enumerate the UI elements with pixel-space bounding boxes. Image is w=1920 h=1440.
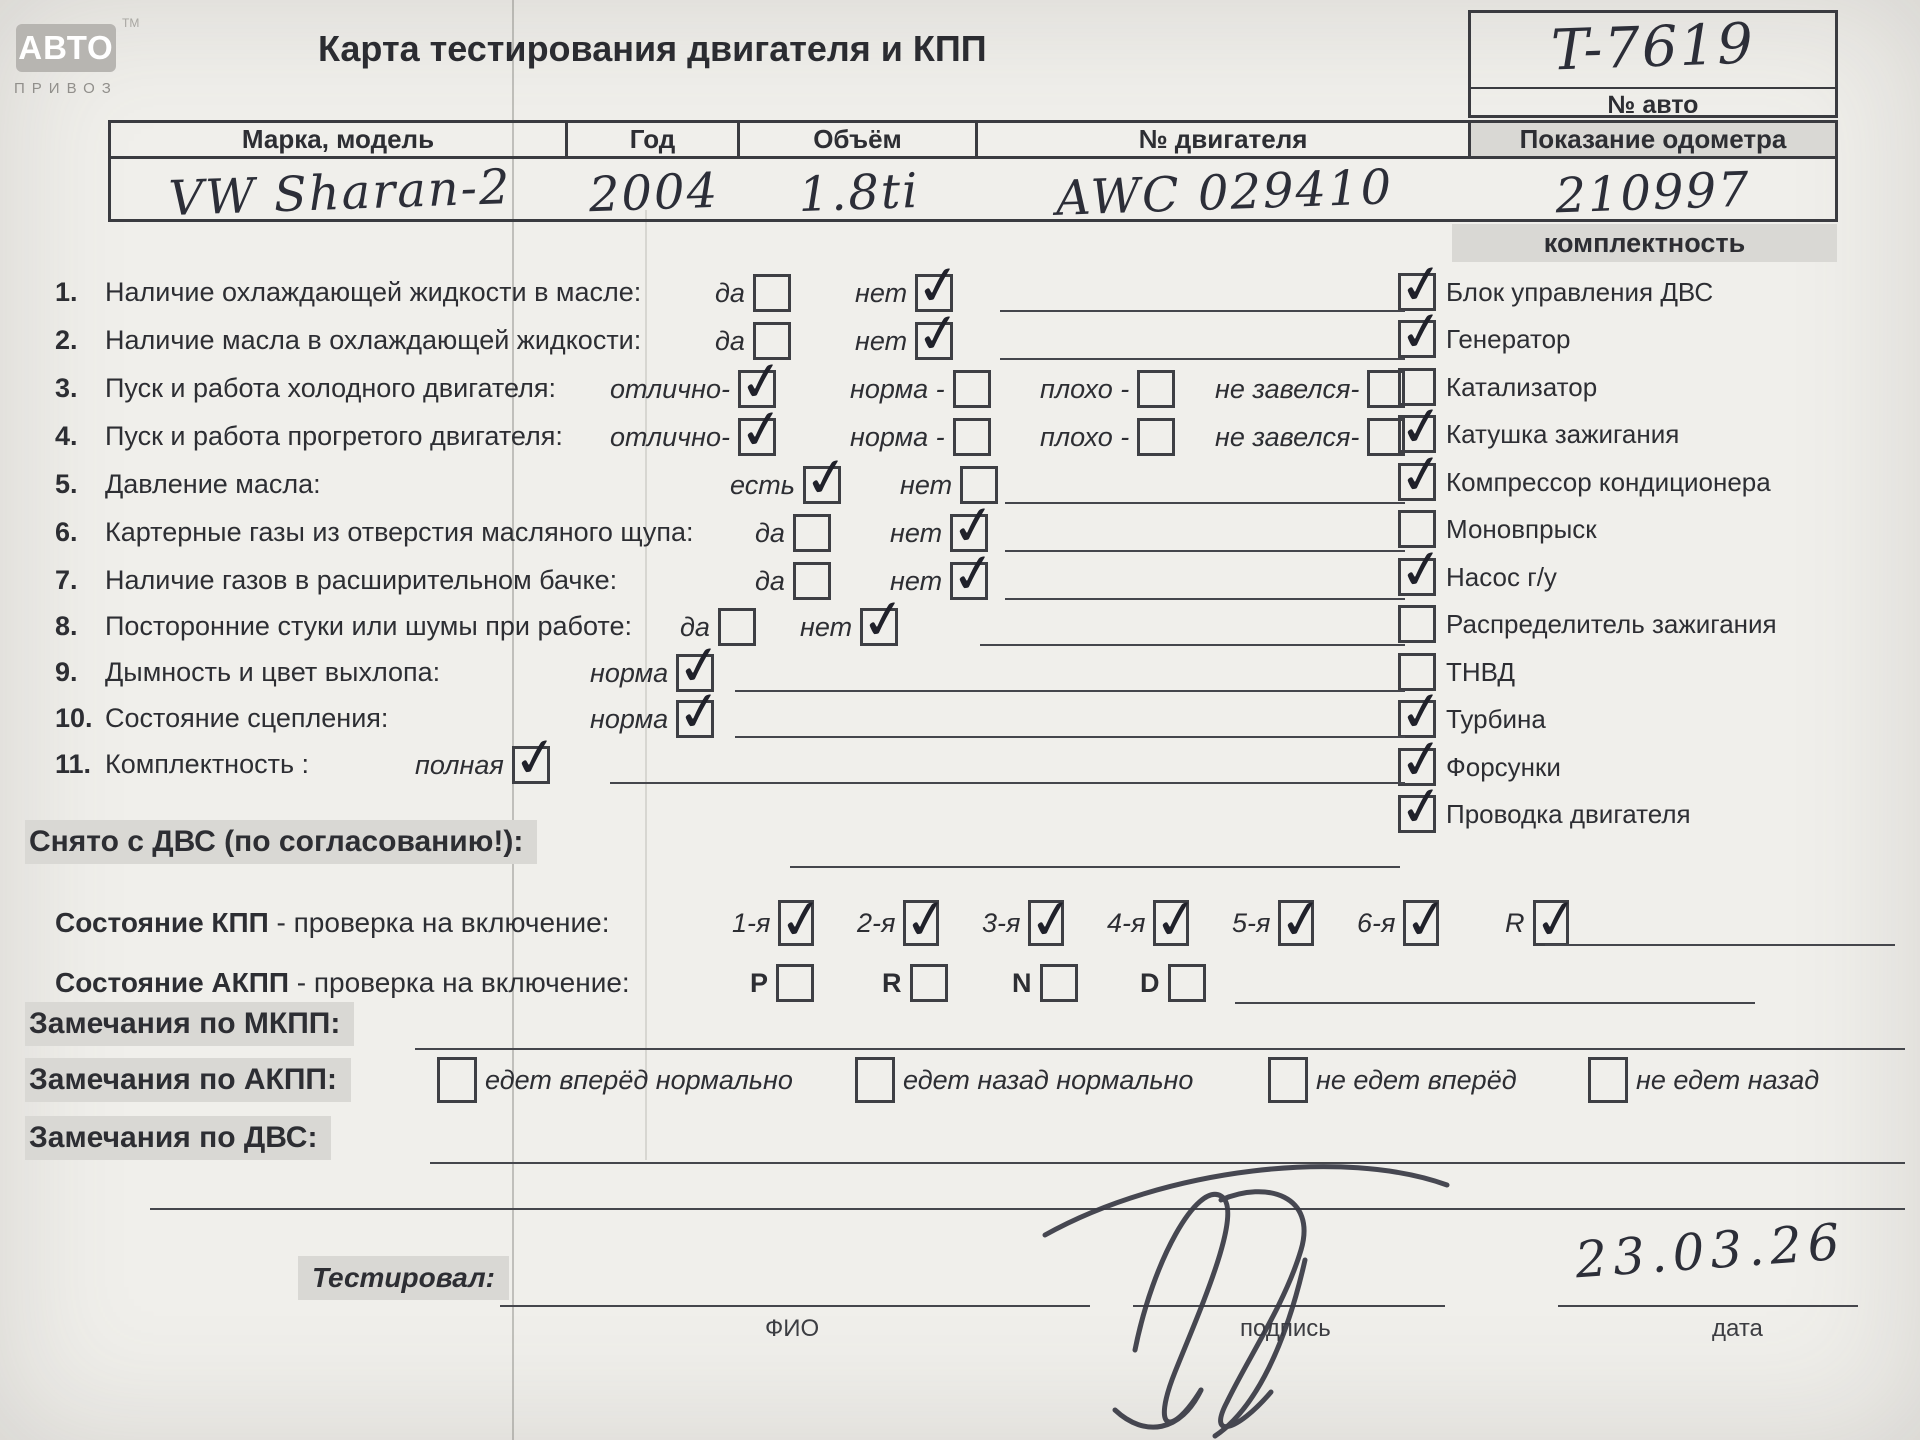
option	[1215, 368, 1405, 410]
question-number: 2.	[55, 325, 78, 355]
value-brand: VW Sharan-2	[167, 159, 513, 227]
checkbox	[803, 466, 841, 504]
question-row	[55, 462, 1455, 506]
section-remarks-mkpp: Замечания по МКПП:	[25, 1002, 354, 1046]
question-label: Наличие газов в расширительном бачке:	[105, 565, 618, 595]
auto-number-label: № авто	[1607, 91, 1699, 119]
akpp-position	[882, 958, 948, 1008]
checkbox	[1398, 795, 1436, 833]
option-label: полная	[415, 749, 504, 780]
auto-number-value: T-7619	[1550, 11, 1756, 84]
answer-line	[1000, 310, 1405, 312]
question-label: Пуск и работа холодного двигателя:	[105, 373, 556, 403]
logo-subtitle: ПРИВОЗ	[14, 80, 118, 97]
question-row	[55, 510, 1455, 554]
option-label: отлично-	[610, 421, 730, 452]
option	[850, 368, 991, 410]
remark-option-label: не едет назад	[1636, 1064, 1820, 1095]
checkbox	[753, 274, 791, 312]
equipment-label: Распределитель зажигания	[1446, 608, 1777, 639]
checkbox	[676, 654, 714, 692]
question-number: 1.	[55, 277, 78, 307]
section-remarks-akpp: Замечания по АКПП:	[25, 1058, 351, 1102]
checkmark-icon	[1534, 887, 1584, 947]
checkbox	[950, 562, 988, 600]
question-row	[55, 604, 1455, 648]
gear-option	[1232, 898, 1314, 948]
option	[590, 652, 714, 694]
checkbox	[1367, 370, 1405, 408]
question-number: 11.	[55, 749, 92, 779]
checkbox	[793, 514, 831, 552]
value-volume: 1.8ti	[797, 162, 921, 224]
gear-label: 1-я	[732, 907, 771, 938]
akpp-remarks-options	[0, 1056, 1920, 1104]
auto-number-box	[1468, 10, 1838, 118]
logo-title: АВТО	[18, 29, 114, 66]
akpp-position	[1140, 958, 1206, 1008]
option	[855, 272, 953, 314]
value-year: 2004	[587, 162, 721, 224]
checkbox	[960, 466, 998, 504]
checkbox	[860, 608, 898, 646]
equipment-title: комплектность	[1452, 224, 1837, 262]
option-label: норма	[590, 657, 669, 688]
tester-label: Тестировал:	[298, 1256, 509, 1300]
checkbox	[855, 1057, 895, 1103]
question-row	[55, 270, 1455, 314]
answer-line	[980, 644, 1405, 646]
option-label: да	[755, 517, 785, 548]
remark-option	[855, 1056, 1193, 1104]
value-odometer: 210997	[1554, 161, 1752, 225]
checkbox	[1278, 900, 1314, 946]
checkbox	[1533, 900, 1569, 946]
checkbox	[753, 322, 791, 360]
equipment-label: Форсунки	[1446, 751, 1561, 782]
checkbox	[676, 700, 714, 738]
remark-option-label: не едет вперёд	[1316, 1064, 1517, 1095]
answer-line	[1005, 598, 1405, 600]
option-label: есть	[730, 469, 795, 500]
gear-label: 3-я	[982, 907, 1021, 938]
logo	[16, 24, 116, 72]
position-label: D	[1140, 967, 1160, 998]
option	[715, 320, 791, 362]
option	[715, 272, 791, 314]
question-row	[55, 696, 1455, 740]
question-label: Давление масла:	[105, 469, 321, 499]
col-header-odometer: Показание одометра	[1471, 123, 1835, 159]
equipment-label: Моновпрыск	[1446, 513, 1597, 544]
checkbox	[915, 322, 953, 360]
position-label: N	[1012, 967, 1032, 998]
equipment-label: Компрессор кондиционера	[1446, 466, 1771, 497]
question-row	[55, 366, 1455, 410]
option-label: норма -	[850, 421, 945, 452]
position-label: P	[750, 967, 769, 998]
checkmark-icon	[779, 887, 829, 947]
akpp-label-bold: Состояние АКПП	[55, 967, 289, 998]
gear-option	[1107, 898, 1189, 948]
option	[1040, 368, 1175, 410]
option-label: нет	[800, 611, 853, 642]
option	[1040, 416, 1175, 458]
option-label: да	[715, 325, 745, 356]
option	[855, 320, 953, 362]
option-label: отлично-	[610, 373, 730, 404]
option-label: нет	[890, 565, 943, 596]
checkbox	[1403, 900, 1439, 946]
date-caption: дата	[1712, 1315, 1763, 1342]
checkbox	[1137, 370, 1175, 408]
gear-label: 2-я	[857, 907, 896, 938]
answer-line	[1235, 1002, 1755, 1004]
equipment-label: Проводка двигателя	[1446, 798, 1691, 829]
question-label: Наличие охлаждающей жидкости в масле:	[105, 277, 642, 307]
option	[610, 368, 776, 410]
section-removed-from-engine: Снято с ДВС (по согласованию!):	[25, 820, 537, 864]
equipment-label: Катализатор	[1446, 371, 1598, 402]
checkbox	[1040, 964, 1078, 1002]
checkbox	[778, 900, 814, 946]
question-number: 5.	[55, 469, 78, 499]
checkmark-icon	[1404, 887, 1454, 947]
option-label: да	[680, 611, 710, 642]
question-number: 7.	[55, 565, 78, 595]
question-number: 8.	[55, 611, 78, 641]
remark-option	[437, 1056, 793, 1104]
option	[800, 606, 898, 648]
question-label: Пуск и работа прогретого двигателя:	[105, 421, 563, 451]
checkbox	[776, 964, 814, 1002]
option-label: нет	[890, 517, 943, 548]
gear-label: 6-я	[1357, 907, 1396, 938]
kpp-label-rest: - проверка на включение:	[268, 907, 610, 938]
checkbox	[910, 964, 948, 1002]
question-row	[55, 414, 1455, 458]
answer-line	[1545, 944, 1895, 946]
option-label: норма	[590, 703, 669, 734]
answer-line	[415, 1048, 1905, 1050]
checkbox	[1028, 900, 1064, 946]
answer-line	[1005, 502, 1405, 504]
option	[850, 416, 991, 458]
gear-option	[1357, 898, 1439, 948]
option	[900, 464, 998, 506]
checkbox	[915, 274, 953, 312]
date-line	[1558, 1305, 1858, 1307]
checkbox	[437, 1057, 477, 1103]
akpp-label-rest: - проверка на включение:	[288, 967, 630, 998]
col-header-brand: Марка, модель	[111, 123, 568, 159]
kpp-label	[55, 907, 609, 939]
answer-line	[610, 782, 1405, 784]
checkbox	[950, 514, 988, 552]
checkbox	[738, 418, 776, 456]
answer-line	[1005, 550, 1405, 552]
option-label: не завелся-	[1215, 373, 1360, 404]
checkbox	[793, 562, 831, 600]
option	[590, 698, 714, 740]
question-row	[55, 318, 1455, 362]
value-engine: AWC 029410	[1054, 159, 1395, 227]
question-label: Комплектность :	[105, 749, 310, 779]
signature-caption: подпись	[1240, 1315, 1331, 1342]
col-header-volume: Объём	[740, 123, 978, 159]
equipment-item	[1398, 794, 1691, 834]
option	[890, 560, 988, 602]
checkmark-icon	[1029, 887, 1079, 947]
checkbox	[1268, 1057, 1308, 1103]
option-label: нет	[855, 325, 908, 356]
checkbox	[953, 418, 991, 456]
checkbox	[953, 370, 991, 408]
answer-line	[735, 690, 1405, 692]
question-number: 4.	[55, 421, 78, 451]
gear-option	[857, 898, 939, 948]
position-label: R	[882, 967, 902, 998]
question-label: Картерные газы из отверстия масляного щупа:	[105, 517, 694, 547]
equipment-label: Насос г/у	[1446, 561, 1557, 592]
fio-caption: ФИО	[765, 1315, 820, 1342]
checkmark-icon	[904, 887, 954, 947]
remark-option-label: едет назад нормально	[903, 1064, 1194, 1095]
question-row	[55, 650, 1455, 694]
checkbox	[512, 746, 550, 784]
option-label: да	[755, 565, 785, 596]
section-remarks-dvs: Замечания по ДВС:	[25, 1116, 331, 1160]
remark-option-label: едет вперёд нормально	[485, 1064, 793, 1095]
remark-option	[1588, 1056, 1819, 1104]
remark-option	[1268, 1056, 1517, 1104]
checkbox	[1137, 418, 1175, 456]
question-number: 10.	[55, 703, 93, 733]
kpp-row	[55, 898, 1905, 948]
option-label: не завелся-	[1215, 421, 1360, 452]
checkbox	[738, 370, 776, 408]
checkbox	[903, 900, 939, 946]
option	[755, 560, 831, 602]
question-number: 9.	[55, 657, 78, 687]
question-label: Состояние сцепления:	[105, 703, 389, 733]
equipment-label: Блок управления ДВС	[1446, 276, 1714, 307]
signature-scribble	[985, 1140, 1465, 1440]
gear-label: 5-я	[1232, 907, 1271, 938]
option-label: нет	[900, 469, 953, 500]
equipment-label: Генератор	[1446, 323, 1571, 354]
checkbox	[1168, 964, 1206, 1002]
checkmark-icon	[1154, 887, 1204, 947]
option	[680, 606, 756, 648]
option	[730, 464, 841, 506]
question-label: Посторонние стуки или шумы при работе:	[105, 611, 632, 641]
option-label: плохо -	[1040, 421, 1130, 452]
gear-option	[732, 898, 814, 948]
question-number: 6.	[55, 517, 78, 547]
gear-option	[1505, 898, 1569, 948]
option-label: плохо -	[1040, 373, 1130, 404]
checkbox	[718, 608, 756, 646]
divider	[1471, 87, 1835, 89]
akpp-row	[55, 958, 1905, 1008]
checkmark-icon	[916, 253, 966, 313]
option-label: норма -	[850, 373, 945, 404]
kpp-label-bold: Состояние КПП	[55, 907, 269, 938]
gear-label: R	[1505, 907, 1525, 938]
option-label: нет	[855, 277, 908, 308]
checkmark-icon	[1279, 887, 1329, 947]
checkbox	[1367, 418, 1405, 456]
col-header-year: Год	[568, 123, 740, 159]
option-label: да	[715, 277, 745, 308]
trademark-label: TM	[122, 16, 140, 30]
equipment-label: Турбина	[1446, 703, 1546, 734]
option	[890, 512, 988, 554]
question-row	[55, 742, 1455, 786]
equipment-label: Катушка зажигания	[1446, 418, 1680, 449]
equipment-label: ТНВД	[1446, 656, 1516, 687]
checkbox	[1153, 900, 1189, 946]
akpp-position	[750, 958, 814, 1008]
vehicle-table	[108, 120, 1838, 227]
question-label: Наличие масла в охлаждающей жидкости:	[105, 325, 642, 355]
option	[415, 744, 550, 786]
question-number: 3.	[55, 373, 78, 403]
col-header-engine: № двигателя	[978, 123, 1471, 159]
gear-option	[982, 898, 1064, 948]
checkbox	[1588, 1057, 1628, 1103]
gear-label: 4-я	[1107, 907, 1146, 938]
option	[755, 512, 831, 554]
answer-line	[735, 736, 1405, 738]
question-label: Дымность и цвет выхлопа:	[105, 657, 441, 687]
answer-line	[1000, 358, 1405, 360]
akpp-label	[55, 967, 630, 999]
date-value: 23.03.26	[1573, 1212, 1848, 1290]
form-title: Карта тестирования двигателя и КПП	[318, 28, 987, 69]
option	[610, 416, 776, 458]
akpp-position	[1012, 958, 1078, 1008]
question-row	[55, 558, 1455, 602]
option	[1215, 416, 1405, 458]
answer-line	[790, 866, 1400, 868]
